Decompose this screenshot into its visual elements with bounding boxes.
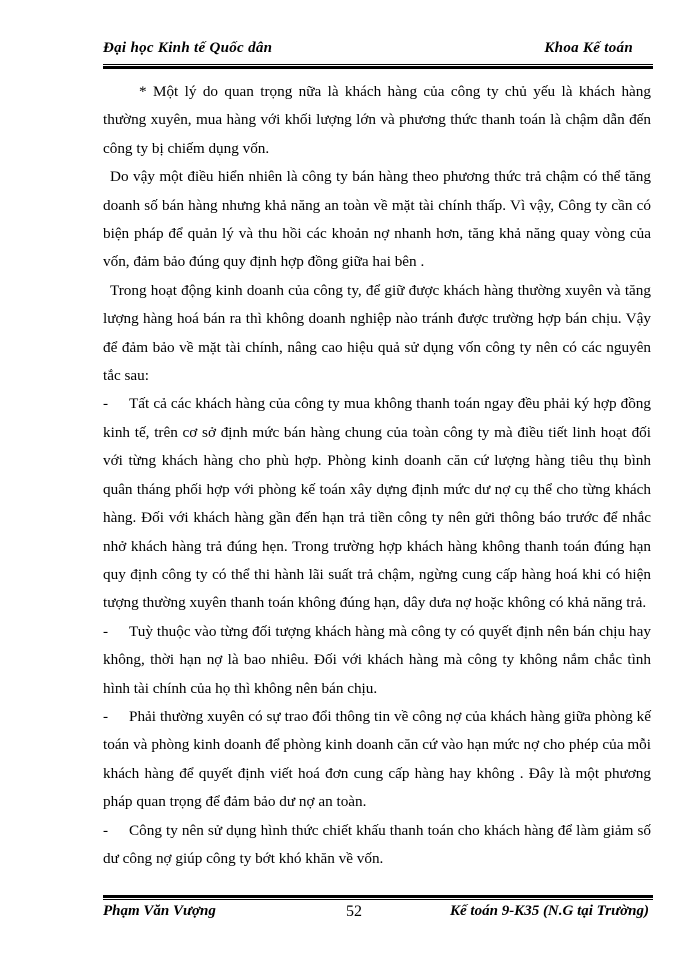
bullet-dash: - [103,395,109,413]
bullet-item-credit-decision [103,618,651,703]
header-university: Đại học Kinh tế Quốc dân [103,40,273,56]
paragraph-principles-intro: Trong hoạt động kinh doanh của công ty, để giữ được khách hàng thường xuyên và tăng lượng hàng hoá bán ra thì không doanh nghiệp nào tránh được trường hợp bán chịu. Vậy để đảm bảo về mặt tài chính, nâng cao hiệu quả sử dụng vốn công ty nên có các nguyên tắc sau: [103,281,651,385]
bullet-dash: - [103,622,109,640]
bullet-text: Công ty nên sử dụng hình thức chiết khấu thanh toán cho khách hàng để làm giảm số dư công nợ giúp công ty bớt khó khăn về vốn. [103,821,651,867]
page-number: 52 [346,903,362,920]
bullet-item-payment-discount [103,817,651,874]
bullet-item-contracts [103,390,651,617]
bullet-text: Tuỳ thuộc vào từng đối tượng khách hàng mà công ty có quyết định nên bán chịu hay không, thời hạn nợ là bao nhiêu. Đối với khách hàng mà công ty không nắm chắc tình hình tài chính của họ thì không nên bán chịu. [103,622,651,697]
footer-author: Phạm Văn Vượng [103,903,216,919]
header-rule-thin [103,64,653,65]
header-faculty: Khoa Kế toán [544,40,633,56]
footer-rule-thick [103,895,653,898]
page-header [103,40,633,62]
bullet-item-information-exchange [103,703,651,817]
bullet-text: Tất cả các khách hàng của công ty mua không thanh toán ngay đều phải ký hợp đồng kinh tế, trên cơ sở định mức bán hàng chung của toàn công ty mà điều tiết linh hoạt đối với từng khách hàng cho phù hợp. Phòng kinh doanh căn cứ lượng hàng tiêu thụ bình quân tháng phối hợp với phòng kế toán xây dựng định mức dư nợ cụ thể cho từng khách hàng. Đối với khách hàng gần đến hạn trả tiền công ty nên gửi thông báo trước để nhắc nhở khách hàng trả đúng hẹn. Trong trường hợp khách hàng không thanh toán đúng hạn quy định công ty có thể thi hành lãi suất trả chậm, ngừng cung cấp hàng hoá khi có hiện tượng thường xuyên thanh toán không đúng hạn, dây dưa nợ hoặc không có khả năng trả. [103,395,651,612]
bullet-dash: - [103,707,109,725]
footer-rule-thin [103,899,653,900]
paragraph-reason: * Một lý do quan trọng nữa là khách hàng của công ty chủ yếu là khách hàng thường xuyên, mua hàng với khối lượng lớn và phương thức thanh toán là chậm dẫn đến công ty bị chiếm dụng vốn. [103,83,651,157]
bullet-text: Phải thường xuyên có sự trao đổi thông tin về công nợ của khách hàng giữa phòng kế toán và phòng kinh doanh để phòng kinh doanh căn cứ vào hạn mức nợ cho phép của mỗi khách hàng để quyết định viết hoá đơn cung cấp hàng hay không . Đây là một phương pháp quan trọng để đảm bảo dư nợ an toàn. [103,707,651,811]
footer-class: Kế toán 9-K35 (N.G tại Trường) [450,903,649,919]
paragraph-conclusion: Do vậy một điều hiển nhiên là công ty bán hàng theo phương thức trả chậm có thể tăng doanh số bán hàng nhưng khả năng an toàn về mặt tài chính thấp. Vì vậy, Công ty cần có biện pháp để quản lý và thu hồi các khoản nợ nhanh hơn, tăng khả năng quay vòng của vốn, đảm bảo đúng quy định hợp đồng giữa hai bên . [103,168,651,271]
bullet-dash: - [103,821,109,839]
header-rule-thick [103,66,653,69]
page-body [103,78,651,873]
page-footer [103,903,649,925]
